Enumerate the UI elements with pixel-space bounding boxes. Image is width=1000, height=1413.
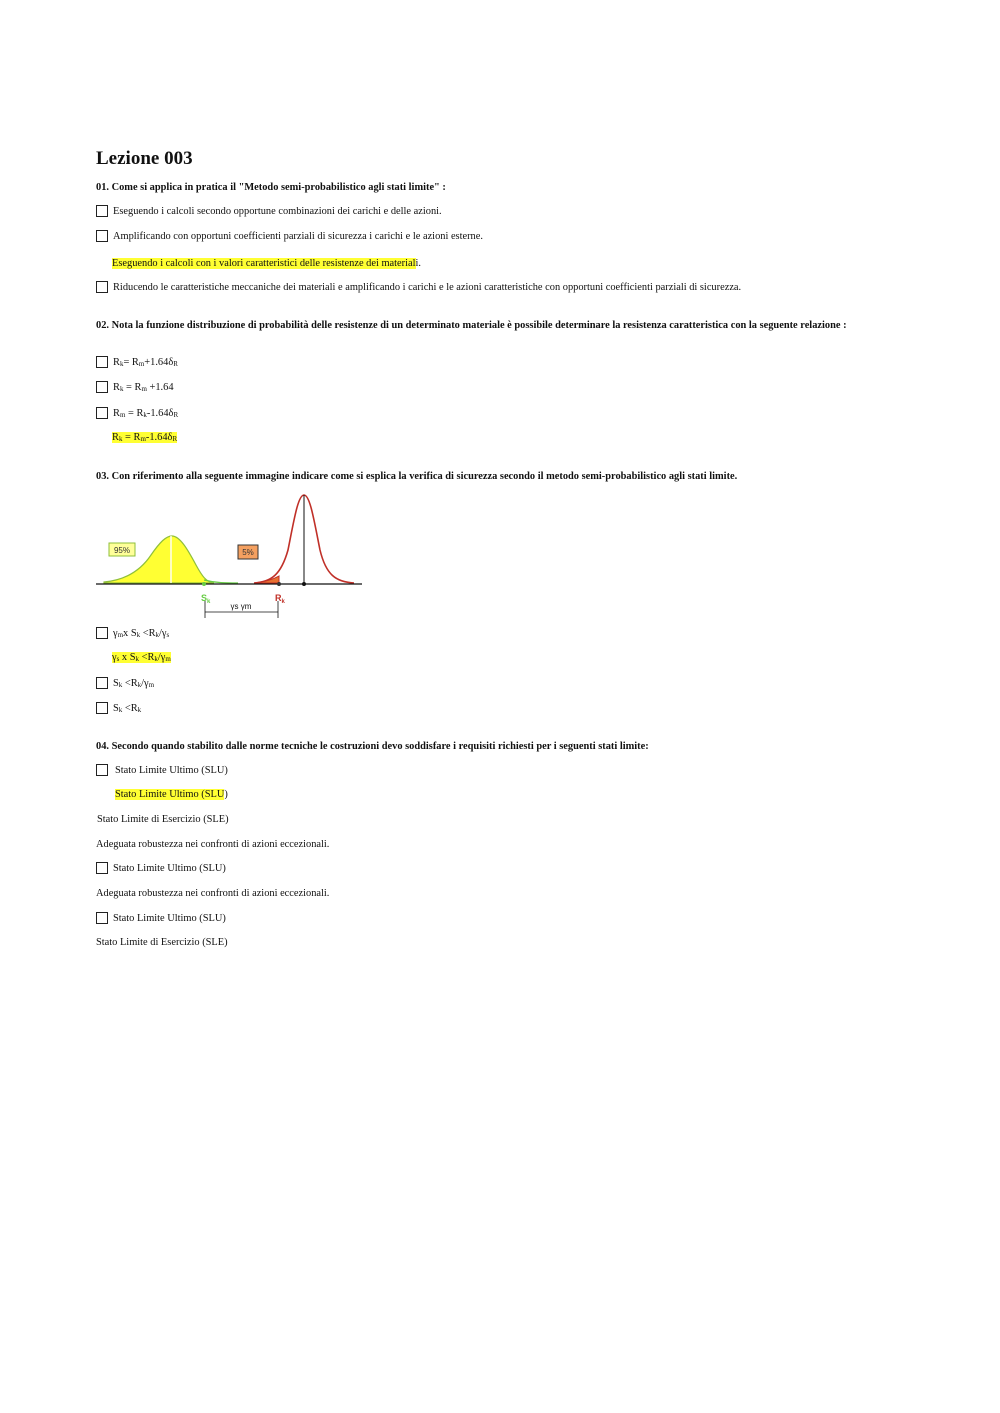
q1-option-4-label: Riducendo le caratteristiche meccaniche dei materiali e amplificando i carichi e le azioni caratteristiche con opportuni coefficienti parziali di sicurezza. bbox=[113, 281, 742, 293]
checkbox[interactable] bbox=[96, 230, 108, 242]
q4-option-1[interactable] bbox=[96, 764, 228, 776]
percent-5-label: 5% bbox=[242, 548, 254, 557]
checkbox[interactable] bbox=[96, 764, 108, 776]
sk-label: $S_k$ bbox=[201, 593, 211, 605]
checkbox[interactable] bbox=[96, 356, 108, 368]
checkbox[interactable] bbox=[96, 677, 108, 689]
q4-option-2-highlight: Stato Limite Ultimo (SLU bbox=[115, 789, 225, 800]
q4-option-2-tail: ) bbox=[224, 789, 228, 800]
q4-option-3-label: Stato Limite Ultimo (SLU) bbox=[113, 862, 226, 874]
checkbox[interactable] bbox=[96, 381, 108, 393]
question-4-text: 04. Secondo quando stabilito dalle norme tecniche le costruzioni devo soddisfare i requisiti richiesti per i seguenti stati limite: bbox=[96, 741, 649, 752]
q4-text-sle-2: Stato Limite di Esercizio (SLE) bbox=[96, 937, 228, 948]
rk-point bbox=[277, 582, 281, 586]
q1-option-1-label: Eseguendo i calcoli secondo opportune combinazioni dei carichi e delle azioni. bbox=[113, 205, 442, 217]
question-1-text: 01. Come si applica in pratica il "Metodo semi-probabilistico agli stati limite" : bbox=[96, 182, 446, 193]
q2-option-1-label: $R_k= R_m+1.64\delta_R$ bbox=[113, 356, 178, 368]
q3-option-1[interactable] bbox=[96, 627, 169, 639]
q4-text-robustezza-2: Adeguata robustezza nei confronti di azioni eccezionali. bbox=[96, 888, 330, 899]
q1-option-3-correct[interactable] bbox=[112, 258, 421, 269]
checkbox[interactable] bbox=[96, 702, 108, 714]
q3-option-2-label: $\gamma_s$ x $S_k <R_k/\gamma_m$ bbox=[112, 652, 171, 663]
q4-option-4[interactable] bbox=[96, 912, 226, 924]
q3-option-3[interactable] bbox=[96, 677, 154, 689]
q1-option-2-label: Amplificando con opportuni coefficienti parziali di sicurezza i carichi e le azioni esterne. bbox=[113, 230, 483, 242]
q2-option-3-label: $R_m = R_k-1.64\delta_R$ bbox=[113, 407, 179, 419]
q4-option-4-label: Stato Limite Ultimo (SLU) bbox=[113, 912, 226, 924]
q1-option-3-highlight: Eseguendo i calcoli con i valori caratteristici delle resistenze dei material bbox=[112, 258, 416, 269]
q2-option-4-label: $R_k = R_m-1.64\delta_R$ bbox=[112, 432, 178, 443]
checkbox[interactable] bbox=[96, 627, 108, 639]
q2-option-2-label: $R_k = R_m +1.64$ bbox=[113, 381, 174, 393]
probability-distribution-figure bbox=[96, 490, 366, 620]
sk-point bbox=[202, 582, 206, 586]
percent-95-label: 95% bbox=[113, 546, 131, 555]
q4-option-3[interactable] bbox=[96, 862, 226, 874]
q3-option-3-label: $S_k <R_k/\gamma_m$ bbox=[113, 677, 155, 689]
rm-point bbox=[302, 582, 306, 586]
gamma-label: γs γm bbox=[230, 602, 252, 611]
q2-option-1[interactable] bbox=[96, 356, 178, 368]
q1-option-2[interactable] bbox=[96, 230, 483, 242]
q1-option-4[interactable] bbox=[96, 281, 741, 293]
q1-option-3-tail: i. bbox=[415, 258, 422, 269]
checkbox[interactable] bbox=[96, 205, 108, 217]
question-3-text: 03. Con riferimento alla seguente immagine indicare come si esplica la verifica di sicurezza secondo il metodo semi-probabilistico agli stati limite. bbox=[96, 471, 738, 482]
q3-option-1-label: $\gamma_mx$ $S_k <R_k/\gamma_s$ bbox=[113, 627, 170, 639]
checkbox[interactable] bbox=[96, 281, 108, 293]
q2-option-4-correct[interactable] bbox=[112, 432, 177, 443]
q4-text-robustezza: Adeguata robustezza nei confronti di azioni eccezionali. bbox=[96, 839, 330, 850]
question-2-text: 02. Nota la funzione distribuzione di probabilità delle resistenze di un determinato materiale è possibile determinare la resistenza caratteristica con la seguente relazione : bbox=[96, 320, 847, 331]
q3-option-4-label: $S_k <R_k$ bbox=[113, 702, 142, 714]
page-title: Lezione 003 bbox=[96, 148, 193, 169]
q3-option-2-correct[interactable] bbox=[112, 652, 171, 663]
q2-option-2[interactable] bbox=[96, 381, 174, 393]
q4-text-sle: Stato Limite di Esercizio (SLE) bbox=[97, 814, 229, 825]
q1-option-1[interactable] bbox=[96, 205, 442, 217]
q3-option-4[interactable] bbox=[96, 702, 141, 714]
q4-option-2-correct[interactable] bbox=[115, 789, 228, 800]
checkbox[interactable] bbox=[96, 407, 108, 419]
checkbox[interactable] bbox=[96, 862, 108, 874]
rk-label: $R_k$ bbox=[275, 593, 285, 605]
q4-option-1-label: Stato Limite Ultimo (SLU) bbox=[115, 764, 228, 776]
checkbox[interactable] bbox=[96, 912, 108, 924]
q2-option-3[interactable] bbox=[96, 407, 178, 419]
